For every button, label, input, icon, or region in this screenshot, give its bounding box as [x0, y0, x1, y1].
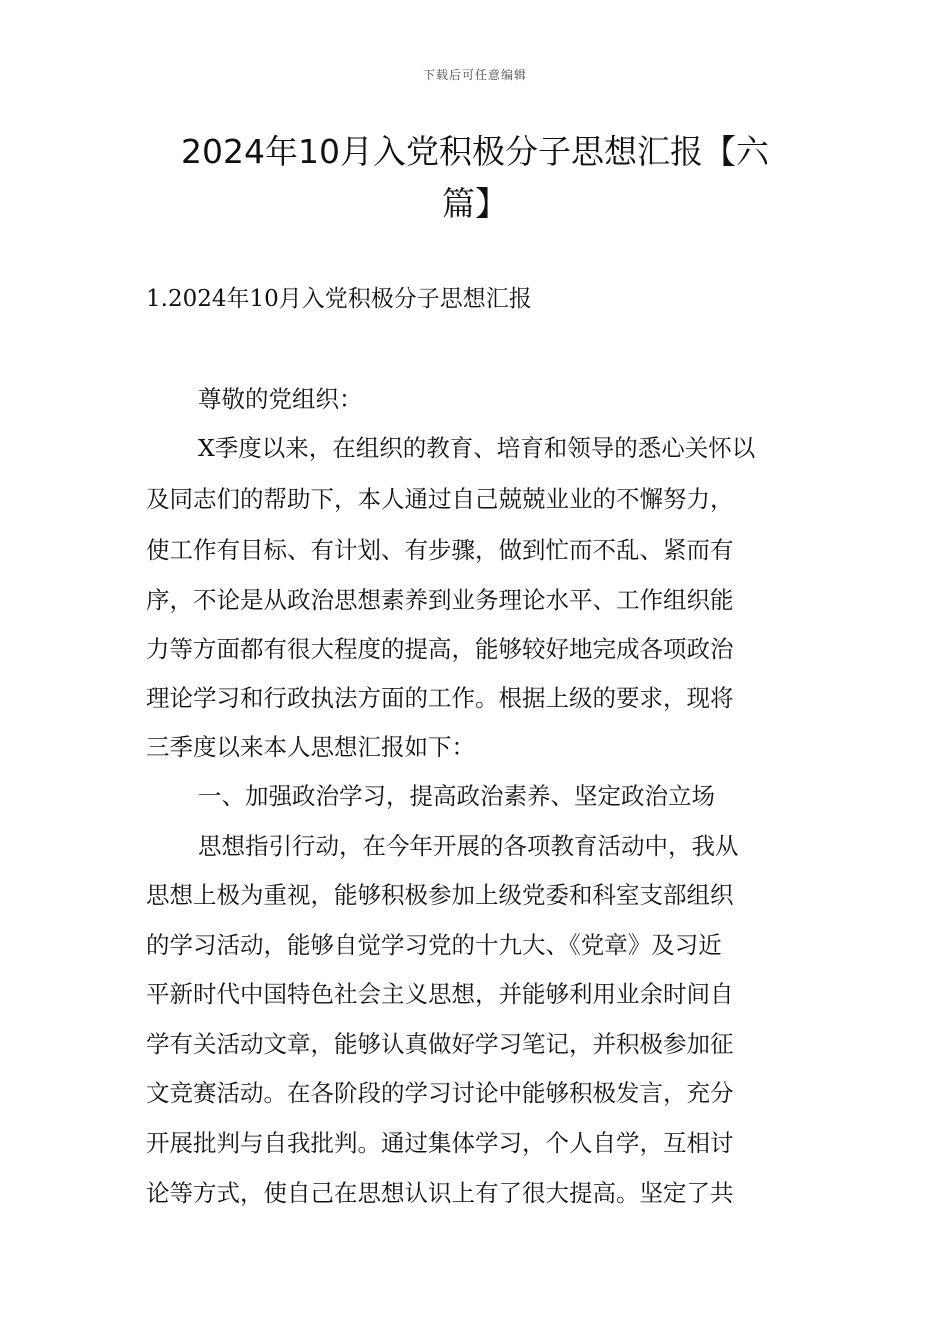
title-line: 篇】 — [442, 184, 508, 223]
paragraph-line: 学有关活动文章，能够认真做好学习笔记，并积极参加征 — [146, 1030, 734, 1058]
paragraph-line: 论等方式，使自己在思想认识上有了很大提高。坚定了共 — [146, 1179, 734, 1207]
section-heading: 1.2024年10月入党积极分子思想汇报 — [146, 286, 532, 312]
title-line: 2024年10月入党积极分子思想汇报【六 — [181, 132, 769, 171]
paragraph-line: 力等方面都有很大程度的提高，能够较好地完成各项政治 — [146, 635, 734, 663]
paragraph-line: 三季度以来本人思想汇报如下： — [146, 733, 475, 761]
paragraph-line: 序，不论是从政治思想素养到业务理论水平、工作组织能 — [146, 586, 734, 614]
paragraph-line: 理论学习和行政执法方面的工作。根据上级的要求，现将 — [146, 684, 734, 712]
paragraph-line: 及同志们的帮助下，本人通过自己兢兢业业的不懈努力， — [146, 485, 734, 513]
paragraph-line: 思想指引行动，在今年开展的各项教育活动中，我从 — [198, 832, 739, 860]
subsection-heading: 一、加强政治学习，提高政治素养、坚定政治立场 — [198, 782, 715, 810]
salutation: 尊敬的党组织： — [198, 385, 363, 413]
paragraph-line: 文竞赛活动。在各阶段的学习讨论中能够积极发言，充分 — [146, 1079, 734, 1107]
paragraph-line: 使工作有目标、有计划、有步骤，做到忙而不乱、紧而有 — [146, 536, 734, 564]
paragraph-line: 平新时代中国特色社会主义思想，并能够利用业余时间自 — [146, 980, 734, 1008]
header-note: 下载后可任意编辑 — [422, 68, 527, 82]
document-title — [150, 126, 800, 230]
paragraph-line: 思想上极为重视，能够积极参加上级党委和科室支部组织 — [146, 881, 734, 909]
paragraph-line: 的学习活动，能够自觉学习党的十九大、《党章》及习近 — [146, 931, 722, 959]
paragraph-line: 开展批判与自我批判。通过集体学习，个人自学，互相讨 — [146, 1129, 734, 1157]
paragraph-line: X季度以来，在组织的教育、培育和领导的悉心关怀以 — [198, 434, 756, 462]
